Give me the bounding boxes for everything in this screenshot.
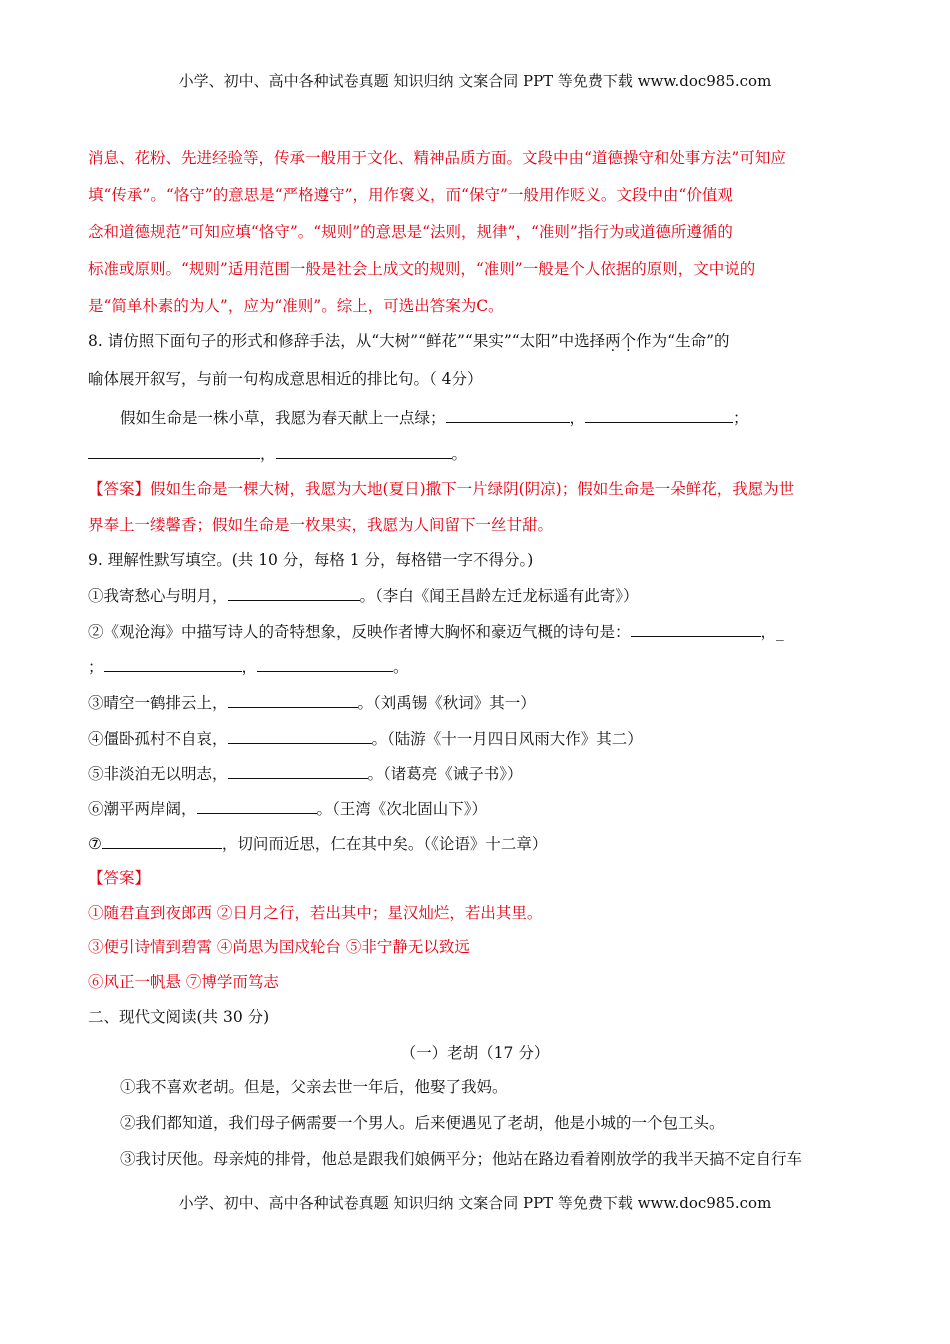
page-header: 小学、初中、高中各种试卷真题 知识归纳 文案合同 PPT 等免费下载 www.doc985.com xyxy=(178,72,772,90)
q8-answer-line-2: 界奉上一缕馨香；假如生命是一枚果实，我愿为人间留下一丝甘甜。 xyxy=(88,516,554,534)
q9-item-7 xyxy=(88,833,547,854)
q8-blank-line xyxy=(88,443,467,464)
q9-item-4-post: 。（陆游《十一月四日风雨大作》其二） xyxy=(371,730,643,748)
punctuation: ，_ xyxy=(760,623,784,641)
q8-prompt-post: 作为“生命”的 xyxy=(636,332,730,350)
q9-answer-label: 【答案】 xyxy=(88,869,151,887)
answer-blank[interactable] xyxy=(88,443,260,459)
answer-blank[interactable] xyxy=(228,692,358,708)
q9-item-3-pre: ③晴空一鹤排云上， xyxy=(88,694,228,712)
answer-blank[interactable] xyxy=(197,798,317,814)
answer-blank[interactable] xyxy=(585,407,733,423)
q8-example-line xyxy=(120,407,749,428)
q9-item-5 xyxy=(88,763,523,784)
reading-paragraph-1: ①我不喜欢老胡。但是，父亲去世一年后，他娶了我妈。 xyxy=(120,1078,508,1096)
q9-answer-line-2: ③便引诗情到碧霄 ④尚思为国戍轮台 ⑤非宁静无以致远 xyxy=(88,938,470,956)
q9-item-7-pre: ⑦ xyxy=(88,835,102,853)
q9-item-6 xyxy=(88,798,487,819)
reading-subtitle: （一）老胡（17 分） xyxy=(400,1044,550,1062)
q7-explain-line-3: 念和道德规范”可知应填“恪守”。“规则”的意思是“法则，规律”，“准则”指行为或道德所遵循的 xyxy=(88,223,733,241)
q9-item-7-post: ，切问而近思，仁在其中矣。（《论语》十二章） xyxy=(221,835,548,853)
answer-blank[interactable] xyxy=(276,443,452,459)
punctuation: 。 xyxy=(393,658,409,676)
q8-prompt-line-2: 喻体展开叙写，与前一句构成意思相近的排比句。（ 4分） xyxy=(88,370,483,388)
q8-prompt-pre: 8. 请仿照下面句子的形式和修辞手法，从“大树”“鲜花”“果实”“太阳”中选择 xyxy=(88,332,606,350)
answer-blank[interactable] xyxy=(257,656,393,672)
answer-blank[interactable] xyxy=(228,763,368,779)
q9-item-5-post: 。（诸葛亮《诫子书》） xyxy=(367,765,523,783)
answer-blank[interactable] xyxy=(228,585,360,601)
q8-prompt-line-1 xyxy=(88,331,730,351)
q9-item-3 xyxy=(88,692,536,713)
q7-explain-line-5: 是“简单朴素的为人”，应为“准则”。综上，可选出答案为C。 xyxy=(88,297,504,315)
punctuation: ； xyxy=(88,658,104,676)
punctuation: ， xyxy=(260,445,276,463)
q8-example: 假如生命是一株小草，我愿为春天献上一点绿； xyxy=(120,409,446,427)
answer-blank[interactable] xyxy=(104,656,242,672)
q9-item-1-pre: ①我寄愁心与明月， xyxy=(88,587,228,605)
q8-answer-text: 假如生命是一棵大树，我愿为大地(夏日)撒下一片绿阴(阴凉)；假如生命是一朵鲜花，我愿为世 xyxy=(150,480,795,498)
q9-answer-line-1: ①随君直到夜郎西 ②日月之行，若出其中；星汉灿烂，若出其里。 xyxy=(88,904,543,922)
q9-item-6-pre: ⑥潮平两岸阔， xyxy=(88,800,197,818)
q7-explain-line-4: 标准或原则。“规则”适用范围一般是社会上成文的规则，“准则”一般是个人依据的原则，文中说的 xyxy=(88,260,756,278)
punctuation: ； xyxy=(733,409,749,427)
answer-blank[interactable] xyxy=(228,728,372,744)
q9-item-1 xyxy=(88,585,639,606)
punctuation: 。 xyxy=(451,445,468,463)
q9-item-2-pre: ②《观沧海》中描写诗人的奇特想象，反映作者博大胸怀和豪迈气概的诗句是： xyxy=(88,623,631,641)
page-footer: 小学、初中、高中各种试卷真题 知识归纳 文案合同 PPT 等免费下载 www.doc985.com xyxy=(178,1194,772,1212)
answer-blank[interactable] xyxy=(446,407,570,423)
q7-explain-line-1: 消息、花粉、先进经验等，传承一般用于文化、精神品质方面。文段中由“道德操守和处事方法”可知应 xyxy=(88,149,786,167)
q7-explain-line-2: 填“传承”。“恪守”的意思是“严格遵守”，用作褒义，而“保守”一般用作贬义。文段中由“价值观 xyxy=(88,186,733,204)
answer-blank[interactable] xyxy=(631,621,761,637)
q9-item-4 xyxy=(88,728,643,749)
answer-blank[interactable] xyxy=(102,833,222,849)
q9-answer-line-3: ⑥风正一帆悬 ⑦博学而笃志 xyxy=(88,973,279,991)
q9-item-2-cont xyxy=(88,656,409,677)
emphasis-dot-char: 个 xyxy=(620,332,637,350)
q9-item-1-post: 。（李白《闻王昌龄左迁龙标遥有此寄》） xyxy=(359,587,639,605)
emphasis-dot-char: 两 xyxy=(605,332,621,350)
reading-paragraph-3: ③我讨厌他。母亲炖的排骨，他总是跟我们娘俩平分；他站在路边看着刚放学的我半天搞不定自行车 xyxy=(120,1150,803,1168)
section-2-title: 二、现代文阅读(共 30 分) xyxy=(88,1008,270,1026)
punctuation: ， xyxy=(241,658,258,676)
q8-answer-line-1 xyxy=(88,479,794,499)
q9-item-6-post: 。（王湾《次北固山下》） xyxy=(316,800,488,818)
q9-item-5-pre: ⑤非淡泊无以明志， xyxy=(88,765,228,783)
punctuation: ， xyxy=(569,409,586,427)
q9-item-2 xyxy=(88,621,784,642)
reading-paragraph-2: ②我们都知道，我们母子俩需要一个男人。后来便遇见了老胡，他是小城的一个包工头。 xyxy=(120,1114,725,1132)
q9-item-4-pre: ④僵卧孤村不自哀， xyxy=(88,730,228,748)
q9-title: 9. 理解性默写填空。(共 10 分，每格 1 分，每格错一字不得分。) xyxy=(88,551,534,569)
q9-item-3-post: 。（刘禹锡《秋词》其一） xyxy=(357,694,536,712)
answer-label: 【答案】 xyxy=(88,480,151,498)
